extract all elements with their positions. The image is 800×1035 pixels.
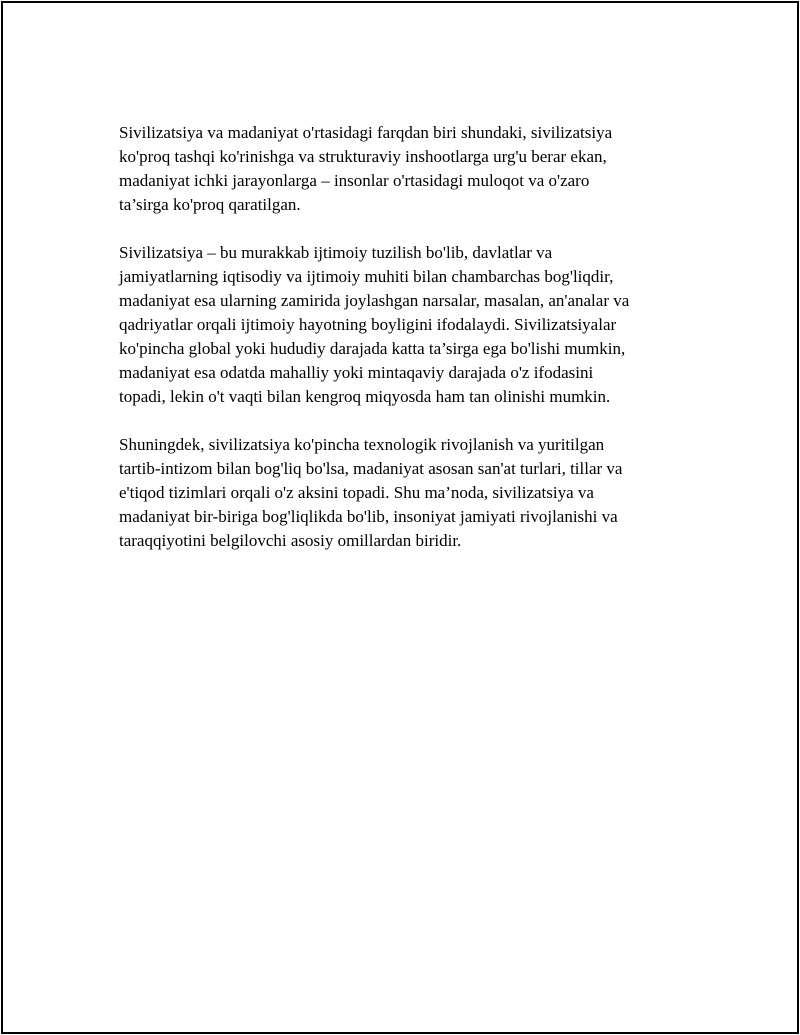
text-line: ko'proq tashqi ko'rinishga va strukturaviy inshootlarga urg'u berar ekan, bbox=[119, 147, 607, 166]
text-line: taraqqiyotini belgilovchi asosiy omillardan biridir. bbox=[119, 531, 462, 550]
paragraph-1 bbox=[119, 121, 699, 217]
text-line: madaniyat bir-biriga bog'liqlikda bo'lib, insoniyat jamiyati rivojlanishi va bbox=[119, 507, 618, 526]
text-line: ko'pincha global yoki hududiy darajada katta ta’sirga ega bo'lishi mumkin, bbox=[119, 339, 626, 358]
page-frame bbox=[1, 1, 799, 1034]
paragraph-3 bbox=[119, 433, 699, 553]
text-line: madaniyat esa odatda mahalliy yoki mintaqaviy darajada o'z ifodasini bbox=[119, 363, 594, 382]
paragraph-2 bbox=[119, 241, 699, 409]
document-body bbox=[119, 121, 699, 577]
text-line: qadriyatlar orqali ijtimoiy hayotning boyligini ifodalaydi. Sivilizatsiyalar bbox=[119, 315, 617, 334]
text-line: topadi, lekin o't vaqti bilan kengroq miqyosda ham tan olinishi mumkin. bbox=[119, 387, 611, 406]
text-line: tartib-intizom bilan bog'liq bo'lsa, madaniyat asosan san'at turlari, tillar va bbox=[119, 459, 623, 478]
text-line: ta’sirga ko'proq qaratilgan. bbox=[119, 195, 301, 214]
text-line: Sivilizatsiya va madaniyat o'rtasidagi farqdan biri shundaki, sivilizatsiya bbox=[119, 123, 613, 142]
text-line: madaniyat ichki jarayonlarga – insonlar o'rtasidagi muloqot va o'zaro bbox=[119, 171, 590, 190]
text-line: jamiyatlarning iqtisodiy va ijtimoiy muhiti bilan chambarchas bog'liqdir, bbox=[119, 267, 614, 286]
text-line: madaniyat esa ularning zamirida joylashgan narsalar, masalan, an'analar va bbox=[119, 291, 630, 310]
text-line: Shuningdek, sivilizatsiya ko'pincha texnologik rivojlanish va yuritilgan bbox=[119, 435, 605, 454]
text-line: e'tiqod tizimlari orqali o'z aksini topadi. Shu ma’noda, sivilizatsiya va bbox=[119, 483, 594, 502]
text-line: Sivilizatsiya – bu murakkab ijtimoiy tuzilish bo'lib, davlatlar va bbox=[119, 243, 553, 262]
